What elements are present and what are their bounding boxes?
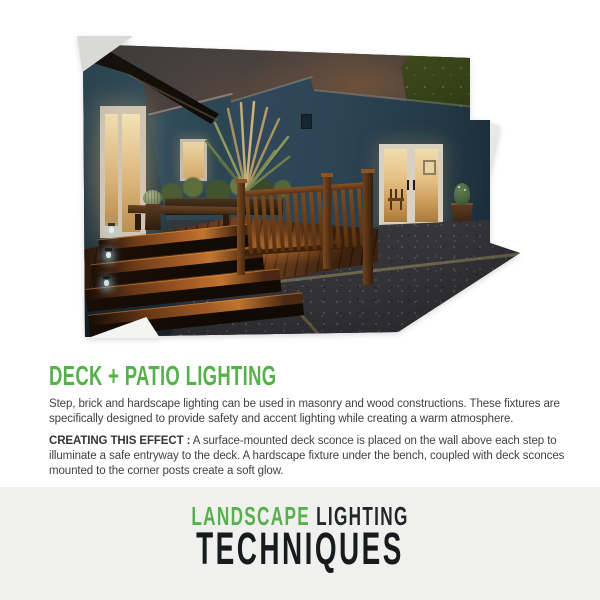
effect-text: A surface-mounted deck sconce is placed on the wall above each step to illuminate a safe entryway to the deck. A hardscape fixture under the bench, coupled with deck sconces mounted to the corner posts create a soft glow. [49,435,565,477]
section-title: DECK + PATIO LIGHTING [49,360,277,391]
brand-word-landscape: LANDSCAPE [191,501,311,531]
photo-vignette [83,44,520,338]
brand-footer [0,487,600,600]
photo-collage [83,44,520,338]
brand-word-lighting: LIGHTING [310,501,409,531]
effect-label: CREATING THIS EFFECT : [49,435,191,447]
text-section [49,361,566,479]
deck-patio-photo [83,44,520,338]
effect-paragraph [49,434,566,479]
brand-line-2: TECHNIQUES [196,523,404,574]
section-paragraph: Step, brick and hardscape lighting can be used in masonry and wood constructions. These fixtures are specifically designed to provide safety and accent lighting while creating a warm atmosphere. [49,398,560,425]
